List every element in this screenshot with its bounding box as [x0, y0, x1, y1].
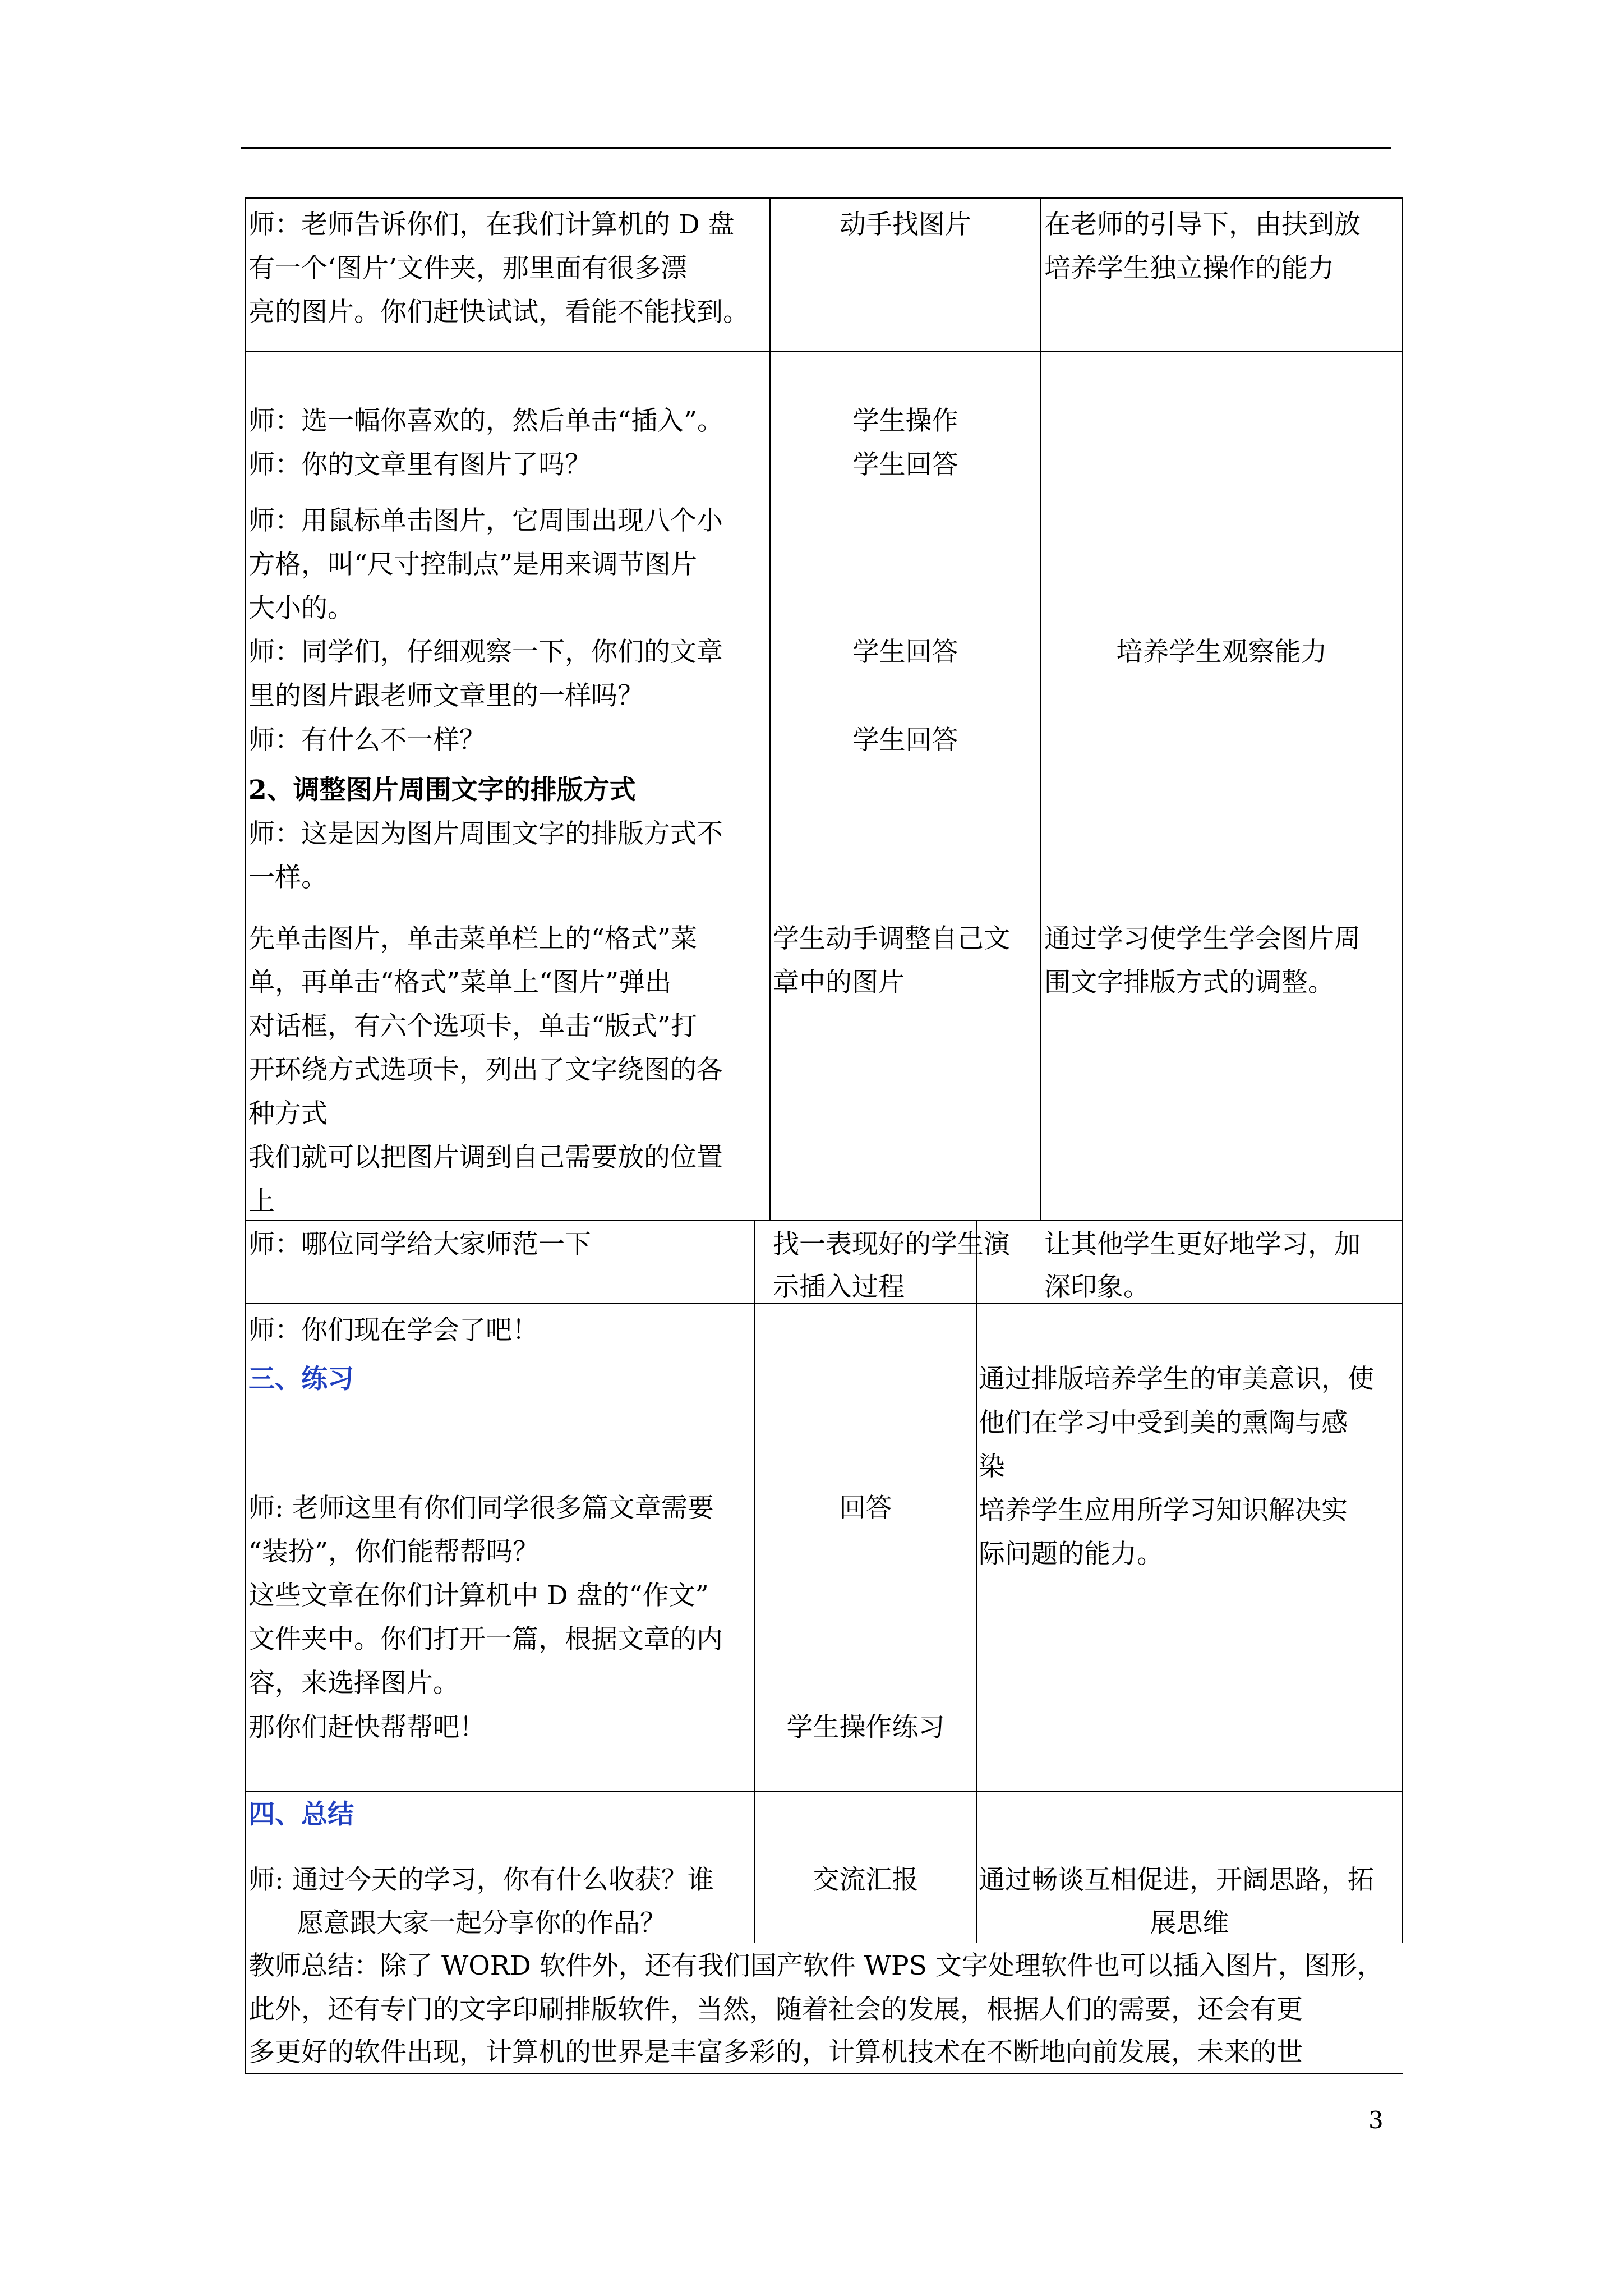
sec2-teacher-line: 师：你的文章里有图片了吗？: [248, 449, 591, 480]
table-top-border: [245, 197, 1403, 199]
sec2-student-activity: 学生回答: [852, 449, 958, 480]
col-divider-1-upper: [769, 197, 771, 1220]
sec5-intent-line: 展思维: [1150, 1908, 1229, 1939]
sec2-teacher-line: 方格，叫“尺寸控制点”是用来调节图片: [248, 549, 698, 580]
sec2-teacher-line: 上: [248, 1186, 275, 1217]
sec2-student-activity: 学生回答: [852, 637, 958, 668]
sec5-teacher-line: 师: 通过今天的学习，你有什么收获？谁: [248, 1865, 714, 1895]
sec1-intent-line: 在老师的引导下，由扶到放: [1044, 209, 1361, 240]
sec2-teacher-line: 大小的。: [248, 593, 354, 624]
sec4-teacher-line: 这些文章在你们计算机中 D 盘的“作文”: [248, 1580, 709, 1611]
sec3-intent-line: 深印象。: [1044, 1272, 1150, 1303]
sec2-teacher-line: 先单击图片，单击菜单栏上的“格式”菜: [248, 923, 698, 954]
sec4-intent-line: 染: [979, 1451, 1005, 1482]
sec4-intent-line: 培养学生应用所学习知识解决实: [979, 1495, 1348, 1526]
sec2-teacher-line: 一样。: [248, 862, 328, 893]
row-divider-2: [245, 1220, 1403, 1221]
summary-line: 教师总结：除了 WORD 软件外，还有我们国产软件 WPS 文字处理软件也可以插入图片，图形，: [248, 1950, 1384, 1981]
sec4-intent-line: 际问题的能力。: [979, 1539, 1163, 1570]
header-rule: [241, 147, 1391, 149]
sec2-teacher-line: 师：有什么不一样？: [248, 725, 486, 756]
table-right-border-lower: [1402, 1220, 1403, 1943]
summary-line: 多更好的软件出现，计算机的世界是丰富多彩的，计算机技术在不断地向前发展，未来的世: [248, 2037, 1303, 2068]
sec2-teacher-line: 种方式: [248, 1098, 328, 1129]
sec4-teacher-line: 师：你们现在学会了吧！: [248, 1315, 538, 1346]
sec3-intent-line: 让其他学生更好地学习，加: [1044, 1229, 1361, 1260]
sec3-teacher-line: 师：哪位同学给大家师范一下: [248, 1229, 591, 1260]
sec2-student-activity: 学生操作: [852, 406, 958, 436]
sec4-intent-line: 他们在学习中受到美的熏陶与感: [979, 1407, 1348, 1438]
sec1-intent-line: 培养学生独立操作的能力: [1044, 253, 1334, 284]
sec1-student-activity: 动手找图片: [840, 209, 971, 240]
sec5-teacher-line: 愿意跟大家一起分享你的作品？: [297, 1908, 666, 1939]
sec5-intent-line: 通过畅谈互相促进，开阔思路，拓: [979, 1865, 1374, 1895]
sec2-teacher-line: 师：用鼠标单击图片，它周围出现八个小: [248, 505, 723, 536]
sec4-intent-line: 通过排版培养学生的审美意识，使: [979, 1364, 1374, 1395]
sec5-heading-summary: 四、总结: [248, 1799, 354, 1830]
sec2-intent-line: 围文字排版方式的调整。: [1044, 967, 1334, 998]
sec1-teacher-line: 师：老师告诉你们，在我们计算机的 D 盘: [248, 209, 735, 240]
sec2-student-activity: 学生回答: [852, 725, 958, 756]
sec4-teacher-line: 容，来选择图片。: [248, 1668, 459, 1699]
sec2-teacher-line: 单，再单击“格式”菜单上“图片”弹出: [248, 967, 672, 998]
sec2-teacher-line: 我们就可以把图片调到自己需要放的位置: [248, 1142, 723, 1173]
col-divider-2-lower: [976, 1303, 977, 1943]
page-number: 3: [1368, 2106, 1384, 2134]
sec2-intent: 培养学生观察能力: [1116, 637, 1327, 668]
sec2-heading: 2、调整图片周围文字的排版方式: [248, 775, 636, 806]
sec4-teacher-line: 师: 老师这里有你们同学很多篇文章需要: [248, 1493, 714, 1524]
sec1-teacher-line: 有一个‘图片’文件夹，那里面有很多漂: [248, 253, 687, 284]
sec2-teacher-line: 师：同学们，仔细观察一下，你们的文章: [248, 637, 723, 668]
sec4-heading-practice: 三、练习: [248, 1364, 354, 1395]
sec2-teacher-line: 开环绕方式选项卡，列出了文字绕图的各: [248, 1055, 723, 1085]
sec2-student-activity: 学生动手调整自己文: [773, 923, 1010, 954]
col-divider-2-upper: [1040, 197, 1041, 1220]
table-right-border: [1402, 197, 1403, 1220]
sec3-student-activity: 找一表现好的学生演: [773, 1229, 1010, 1260]
sec5-student-activity: 交流汇报: [813, 1865, 919, 1895]
table-left-border: [245, 197, 246, 2074]
sec3-student-activity: 示插入过程: [773, 1272, 905, 1303]
row-divider-1: [245, 351, 1403, 352]
sec2-intent-line: 通过学习使学生学会图片周: [1044, 923, 1361, 954]
sec2-teacher-line: 里的图片跟老师文章里的一样吗？: [248, 680, 644, 711]
summary-line: 此外，还有专门的文字印刷排版软件，当然，随着社会的发展，根据人们的需要，还会有更: [248, 1994, 1303, 2025]
col-divider-1-lower: [754, 1220, 755, 1943]
sec4-teacher-line: “装扮”，你们能帮帮吗？: [248, 1536, 540, 1567]
sec4-student-activity: 回答: [839, 1493, 892, 1524]
sec4-teacher-line: 文件夹中。你们打开一篇，根据文章的内: [248, 1624, 723, 1655]
sec2-teacher-line: 对话框，有六个选项卡，单击“版式”打: [248, 1011, 698, 1042]
sec2-student-activity: 章中的图片: [773, 967, 905, 998]
sec2-teacher-line: 师：这是因为图片周围文字的排版方式不: [248, 818, 723, 849]
sec1-teacher-line: 亮的图片。你们赶快试试，看能不能找到。: [248, 297, 749, 328]
sec4-teacher-line: 那你们赶快帮帮吧！: [248, 1712, 486, 1743]
row-divider-4: [245, 1791, 1403, 1792]
sec4-student-activity: 学生操作练习: [786, 1712, 945, 1743]
sec2-teacher-line: 师：选一幅你喜欢的，然后单击“插入”。: [248, 406, 724, 436]
